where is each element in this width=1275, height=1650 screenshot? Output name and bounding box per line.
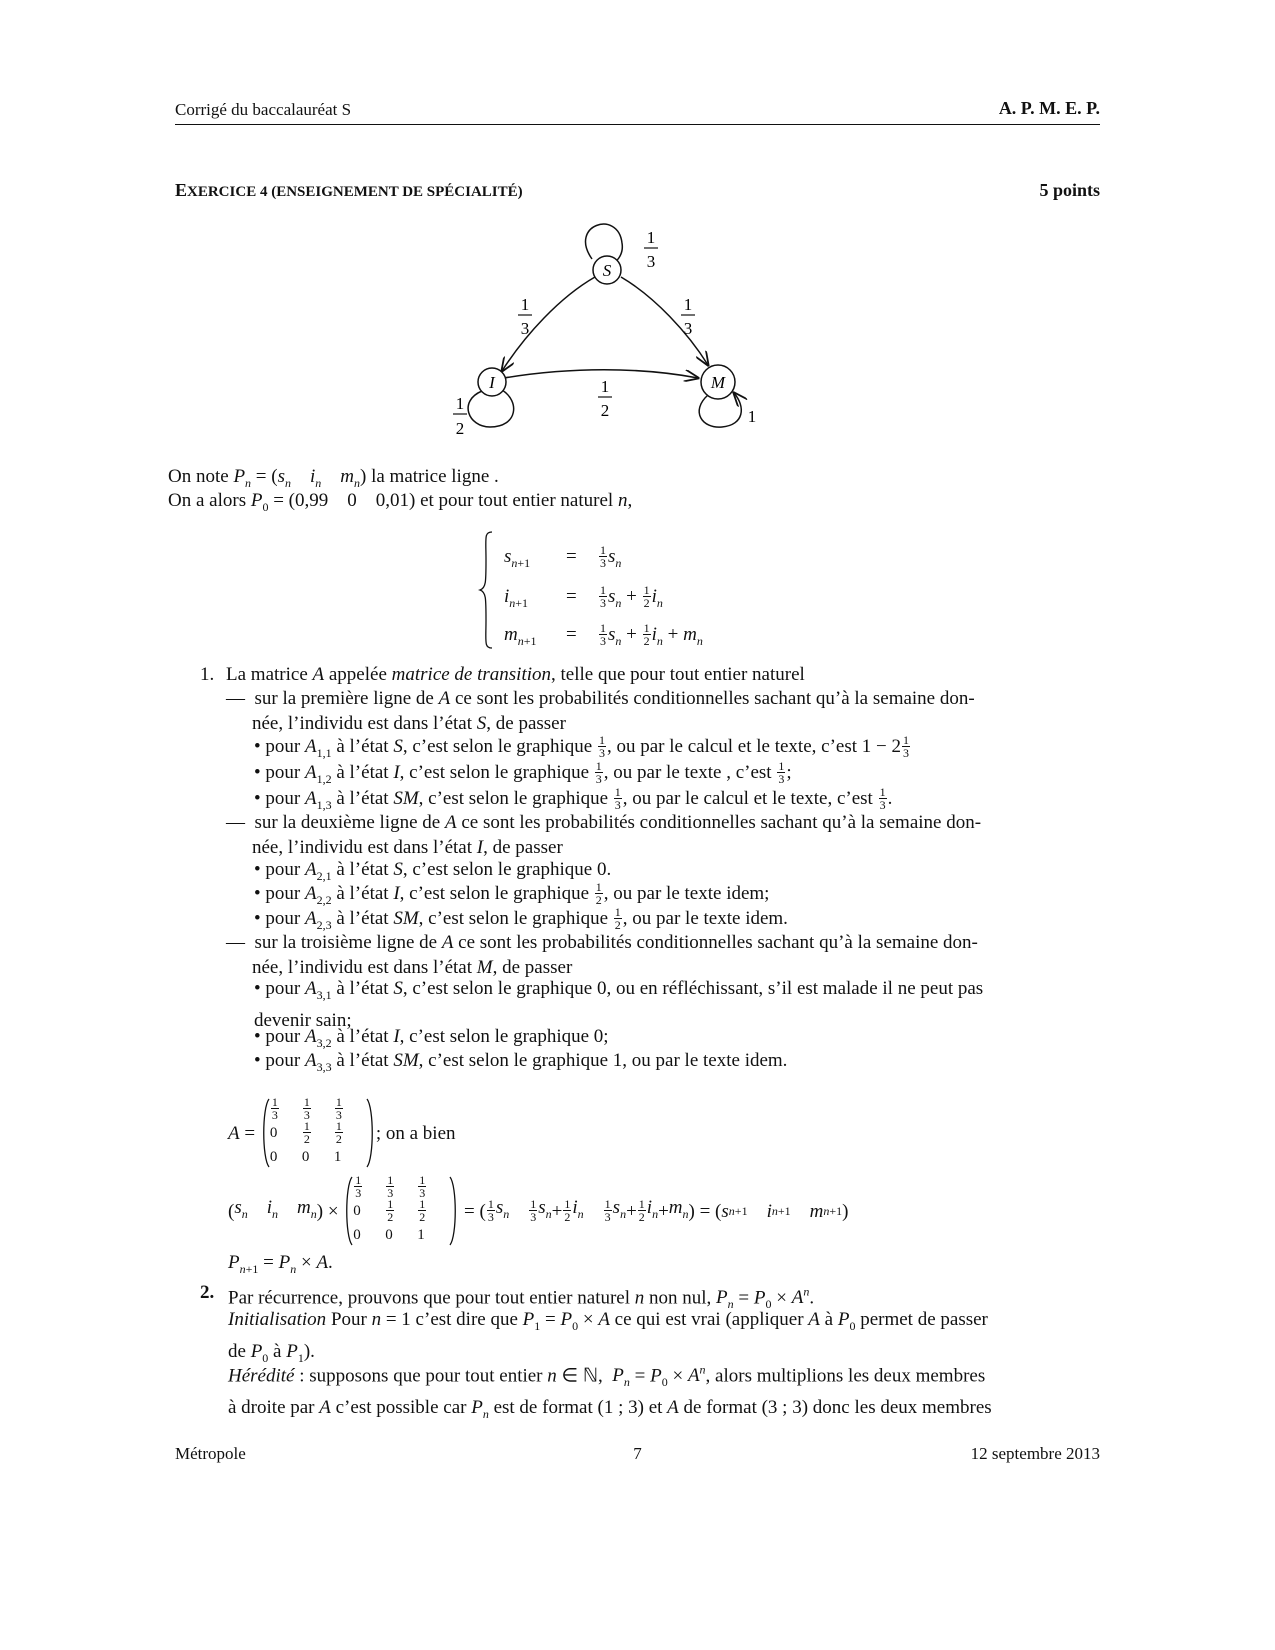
q2-heredite: Hérédité : supposons que pour tout entier n ∈ ℕ, $P_n = P_0 \times A^n$, alors multiplions les deux membres à droite par A c’est possible car $P_n$ est de format (1 ; 3) et A de format (3 ; 3) donc les deux membres [228,1363,992,1421]
exercise-points: 5 points [1039,180,1100,200]
q1-text: à l’état [336,859,394,880]
q2-text: : supposons que pour tout entier [294,1365,548,1387]
q1-dash-2: — sur la deuxième ligne de A ce sont les probabilités conditionnelles sachant qu’à la semaine don- née, l’individu est dans l’état I, de passer [226,812,982,858]
q1-italic: matrice de transition [391,664,552,685]
intro-text: On a alors [168,490,251,511]
q1-dash-3: — sur la troisième ligne de A ce sont les probabilités conditionnelles sachant qu’à la semaine don- née, l’individu est dans l’état M, de passer [226,932,978,978]
q1-text: , c’est selon le graphique 0. [402,859,612,880]
q1-text: • pour [254,788,305,809]
node-s-label: S [602,261,612,280]
q1-text: sur la deuxième ligne de [254,812,445,833]
node-i-label: I [489,373,495,392]
q1-text: sur la troisième ligne de [254,932,442,953]
intro-line-2: On a alors $P_0 = (0,99$ 0 0,01) et pour tout entier naturel n, [168,490,633,514]
q1-text: La matrice [226,664,313,685]
q1-bullet-13: • pour $A_{1,3}$ à l’état SM, c’est selon le graphique $\frac{1}{3}$ , ou par le calcul et le texte, c’est $\frac{1}{3}$ . [254,785,893,813]
page-header [175,96,1100,125]
q1-text: , ou par le calcul et le texte, c’est 1 − 2 [606,736,901,757]
q2-text: à droite par [228,1397,320,1419]
intro-text-end: la matrice ligne . [366,466,499,487]
label-m-loop: 1 [747,407,757,426]
q1-text: • pour [254,762,305,783]
q1-text: à l’état [336,762,394,783]
q1-bullet-23: • pour $A_{2,3}$ à l’état SM, c’est selon le graphique $\frac{1}{2}$ , ou par le texte idem. [254,905,788,933]
q1-text: , de passer [492,957,573,978]
q2-text: non nul, [644,1287,717,1309]
q2-text: de [228,1340,251,1362]
q1-text: , de passer [486,713,566,734]
q1-bullet-21: • pour $A_{2,1}$ à l’état S, c’est selon le graphique 0. [254,859,612,883]
q2-text: Par récurrence, prouvons que pour tout entier naturel [228,1287,635,1309]
q2-text: ). [303,1340,315,1362]
q1-text: ce sont les probabilités conditionnelles sachant qu’à la semaine don- [450,688,975,709]
label-s-m-num: 1 [683,295,693,314]
q1-text: , telle que pour tout entier naturel [551,664,805,685]
page-footer [175,1444,1100,1464]
header-right: A. P. M. E. P. [998,98,1100,118]
q1-text: née, l’individu est dans l’état [252,713,477,734]
q1-bullet-22: • pour $A_{2,2}$ à l’état I, c’est selon le graphique $\frac{1}{2}$ , ou par le texte idem; [254,880,770,908]
q2-text: à [268,1340,287,1362]
q1-text: , c’est selon le graphique [399,762,594,783]
q1-text: sur la première ligne de [254,688,439,709]
matrix-a: 1 3 1 3 1 3 0 1 2 1 2 0 0 1 [269,1094,342,1165]
q1-text: appelée [324,664,392,685]
q1-bullet-12: • pour $A_{1,2}$ à l’état I, c’est selon le graphique $\frac{1}{3}$ , ou par le texte , c’est $\frac{1}{3}$ ; [254,759,792,787]
q1-text: , ou par le texte , c’est [603,762,777,783]
intro-text: , [627,490,633,511]
q1-text: née, l’individu est dans l’état [252,837,477,858]
matrix-a-line: A = 1 3 1 3 1 3 0 1 2 1 2 0 0 1 ; on a bien [228,1098,456,1168]
label-s-loop-den: 3 [646,252,656,271]
q1-text: • pour [254,908,305,929]
q2-line-1: Par récurrence, prouvons que pour tout entier naturel n non nul, $P_n = P_0 \times A^n$. [228,1285,815,1312]
header-left: Corrigé du baccalauréat S [175,100,352,119]
label-s-m-den: 3 [683,319,693,338]
q1-bullet-31: • pour $A_{3,1}$ à l’état S, c’est selon le graphique 0, ou en réfléchissant, s’il est malade il ne peut pas devenir sain; [254,978,984,1031]
intro-text: et pour tout entier naturel [415,490,618,511]
label-s-loop-num: 1 [646,228,656,247]
q1-text: à l’état [336,978,394,999]
q1-text: à l’état [336,1050,394,1071]
label-s-i-num: 1 [520,295,530,314]
exercise-title-rest: XERCICE 4 (ENSEIGNEMENT DE SPÉCIALITÉ) [187,184,523,200]
intro-text: On note [168,466,234,487]
q1-text: , c’est selon le graphique 0; [399,1026,609,1047]
product-line: ( $s_n$ $i_n$ $m_n$ ) × 1 3 1 3 1 3 0 1 2 1 2 0 0 1 = ( 1 3 $s_n$ 1 3 $s_n$ + 1 2 $i_n$ 1 3 $s_n$ + 1 2 $i_n$ + $m_n$ ) = ( s n+1 i n+1 m n+1 ) [228,1176,848,1246]
q1-text: , c’est selon le graphique 0, ou en réfléchissant, s’il est malade il ne peut pas [402,978,984,999]
q2-init-label: Initialisation [228,1309,327,1330]
q1-text: à l’état [336,736,394,757]
q1-bullet-33: • pour $A_{3,3}$ à l’état SM, c’est selon le graphique 1, ou par le texte idem. [254,1050,788,1074]
q1-text: à l’état [336,1026,394,1047]
transition-graph [440,215,780,445]
q1-bullet-11: • pour $A_{1,1}$ à l’état S, c’est selon le graphique $\frac{1}{3}$ , ou par le calcul et le texte, c’est 1 − 2 $\frac{1}{3}$ [254,733,909,761]
q1-text: • pour [254,978,305,999]
q1-text: • pour [254,859,305,880]
label-i-m-num: 1 [600,377,610,396]
q2-her-label: Hérédité [228,1365,295,1387]
q2-text: à [819,1309,838,1330]
q2-text: Pour [326,1309,372,1330]
q1-text: , de passer [483,837,563,858]
q2-text: est de format (1 ; 3) et [488,1397,668,1419]
q1-text: , c’est selon le graphique [402,736,597,757]
exercise-title-big: E [175,180,188,200]
q1-text: à l’état [336,788,394,809]
q1-bullet-32: • pour $A_{3,2}$ à l’état I, c’est selon le graphique 0; [254,1026,609,1050]
q1-text: , c’est selon le graphique [418,908,613,929]
node-m-label: M [710,373,726,392]
q2-text: permet de passer [855,1309,988,1330]
q1-text: à l’état [336,908,394,929]
q1-text: • pour [254,1050,305,1071]
q1-dash-1: — sur la première ligne de A ce sont les probabilités conditionnelles sachant qu’à la semaine don- née, l’individu est dans l’état S, de passer [226,688,975,734]
label-i-m-den: 2 [600,401,610,420]
q1-text: ce sont les probabilités conditionnelles sachant qu’à la semaine don- [456,812,982,833]
recurrence-system: $s_{n+1}$ = $\frac{1}{3}$ $s_n$ $i_{n+1}$ = $\frac{1}{3}$ $s_n$ + $\frac{1}{2}$ $i_n$ $m_{n+1}$ = $\frac{1}{3}$ $s_n$ + $\frac{1}{2}$ $i_n + m_n$ [478,530,778,650]
edge-s-m [621,277,708,365]
label-s-i-den: 3 [520,319,530,338]
label-i-loop-num: 1 [455,394,465,413]
exercise-title [175,180,1100,201]
q1-text: , c’est selon le graphique [418,788,613,809]
q2-text: de format (3 ; 3) donc les deux membres [678,1397,992,1419]
q2-text: c’est possible car [330,1397,472,1419]
q2-text: ce qui est vrai (appliquer [609,1309,809,1330]
q1-text: , ou par le texte idem. [622,908,788,929]
q1-number: 1. [200,664,215,685]
q1-lead [226,662,805,687]
intro-line-1: On note $P_n = (s_n$ $i_n$ $m_n$) la matrice ligne . [168,466,499,490]
matrix-a-product: 1 3 1 3 1 3 0 1 2 1 2 0 0 1 [353,1172,426,1243]
footer-left: Métropole [175,1444,246,1463]
q1-A: A [312,664,325,685]
q2-text: = 1 c’est dire que [381,1309,523,1330]
q1-text: , ou par le calcul et le texte, c’est [622,788,878,809]
q2-number: 2. [200,1282,215,1303]
q1-text: devenir sain; [254,1009,352,1031]
q2-text: , alors multiplions les deux membres [705,1365,986,1387]
q1-text: • pour [254,1026,305,1047]
q1-text: , c’est selon le graphique 1, ou par le texte idem. [418,1050,788,1071]
q1-text: • pour [254,883,305,904]
q1-text: à l’état [336,883,394,904]
intro-n: n [617,490,628,511]
q1-on-a-bien: ; on a bien [375,1122,456,1144]
q1-text: née, l’individu est dans l’état [252,957,477,978]
q1-text: ce sont les probabilités conditionnelles sachant qu’à la semaine don- [453,932,978,953]
page-number: 7 [633,1444,642,1463]
edge-s-i [502,277,595,371]
q1-conclusion: $P_{n+1} = P_n \times A$. [228,1252,333,1276]
q1-text: , c’est selon le graphique [399,883,594,904]
label-i-loop-den: 2 [455,419,465,438]
q2-initialisation: Initialisation Pour n = 1 c’est dire que $P_1 = P_0 \times A$ ce qui est vrai (appliquer A à $P_0$ permet de passer de $P_0$ à $P_1$). [228,1309,988,1365]
q1-text: • pour [254,736,305,757]
q1-text: , ou par le texte idem; [603,883,770,904]
footer-right: 12 septembre 2013 [970,1444,1100,1463]
